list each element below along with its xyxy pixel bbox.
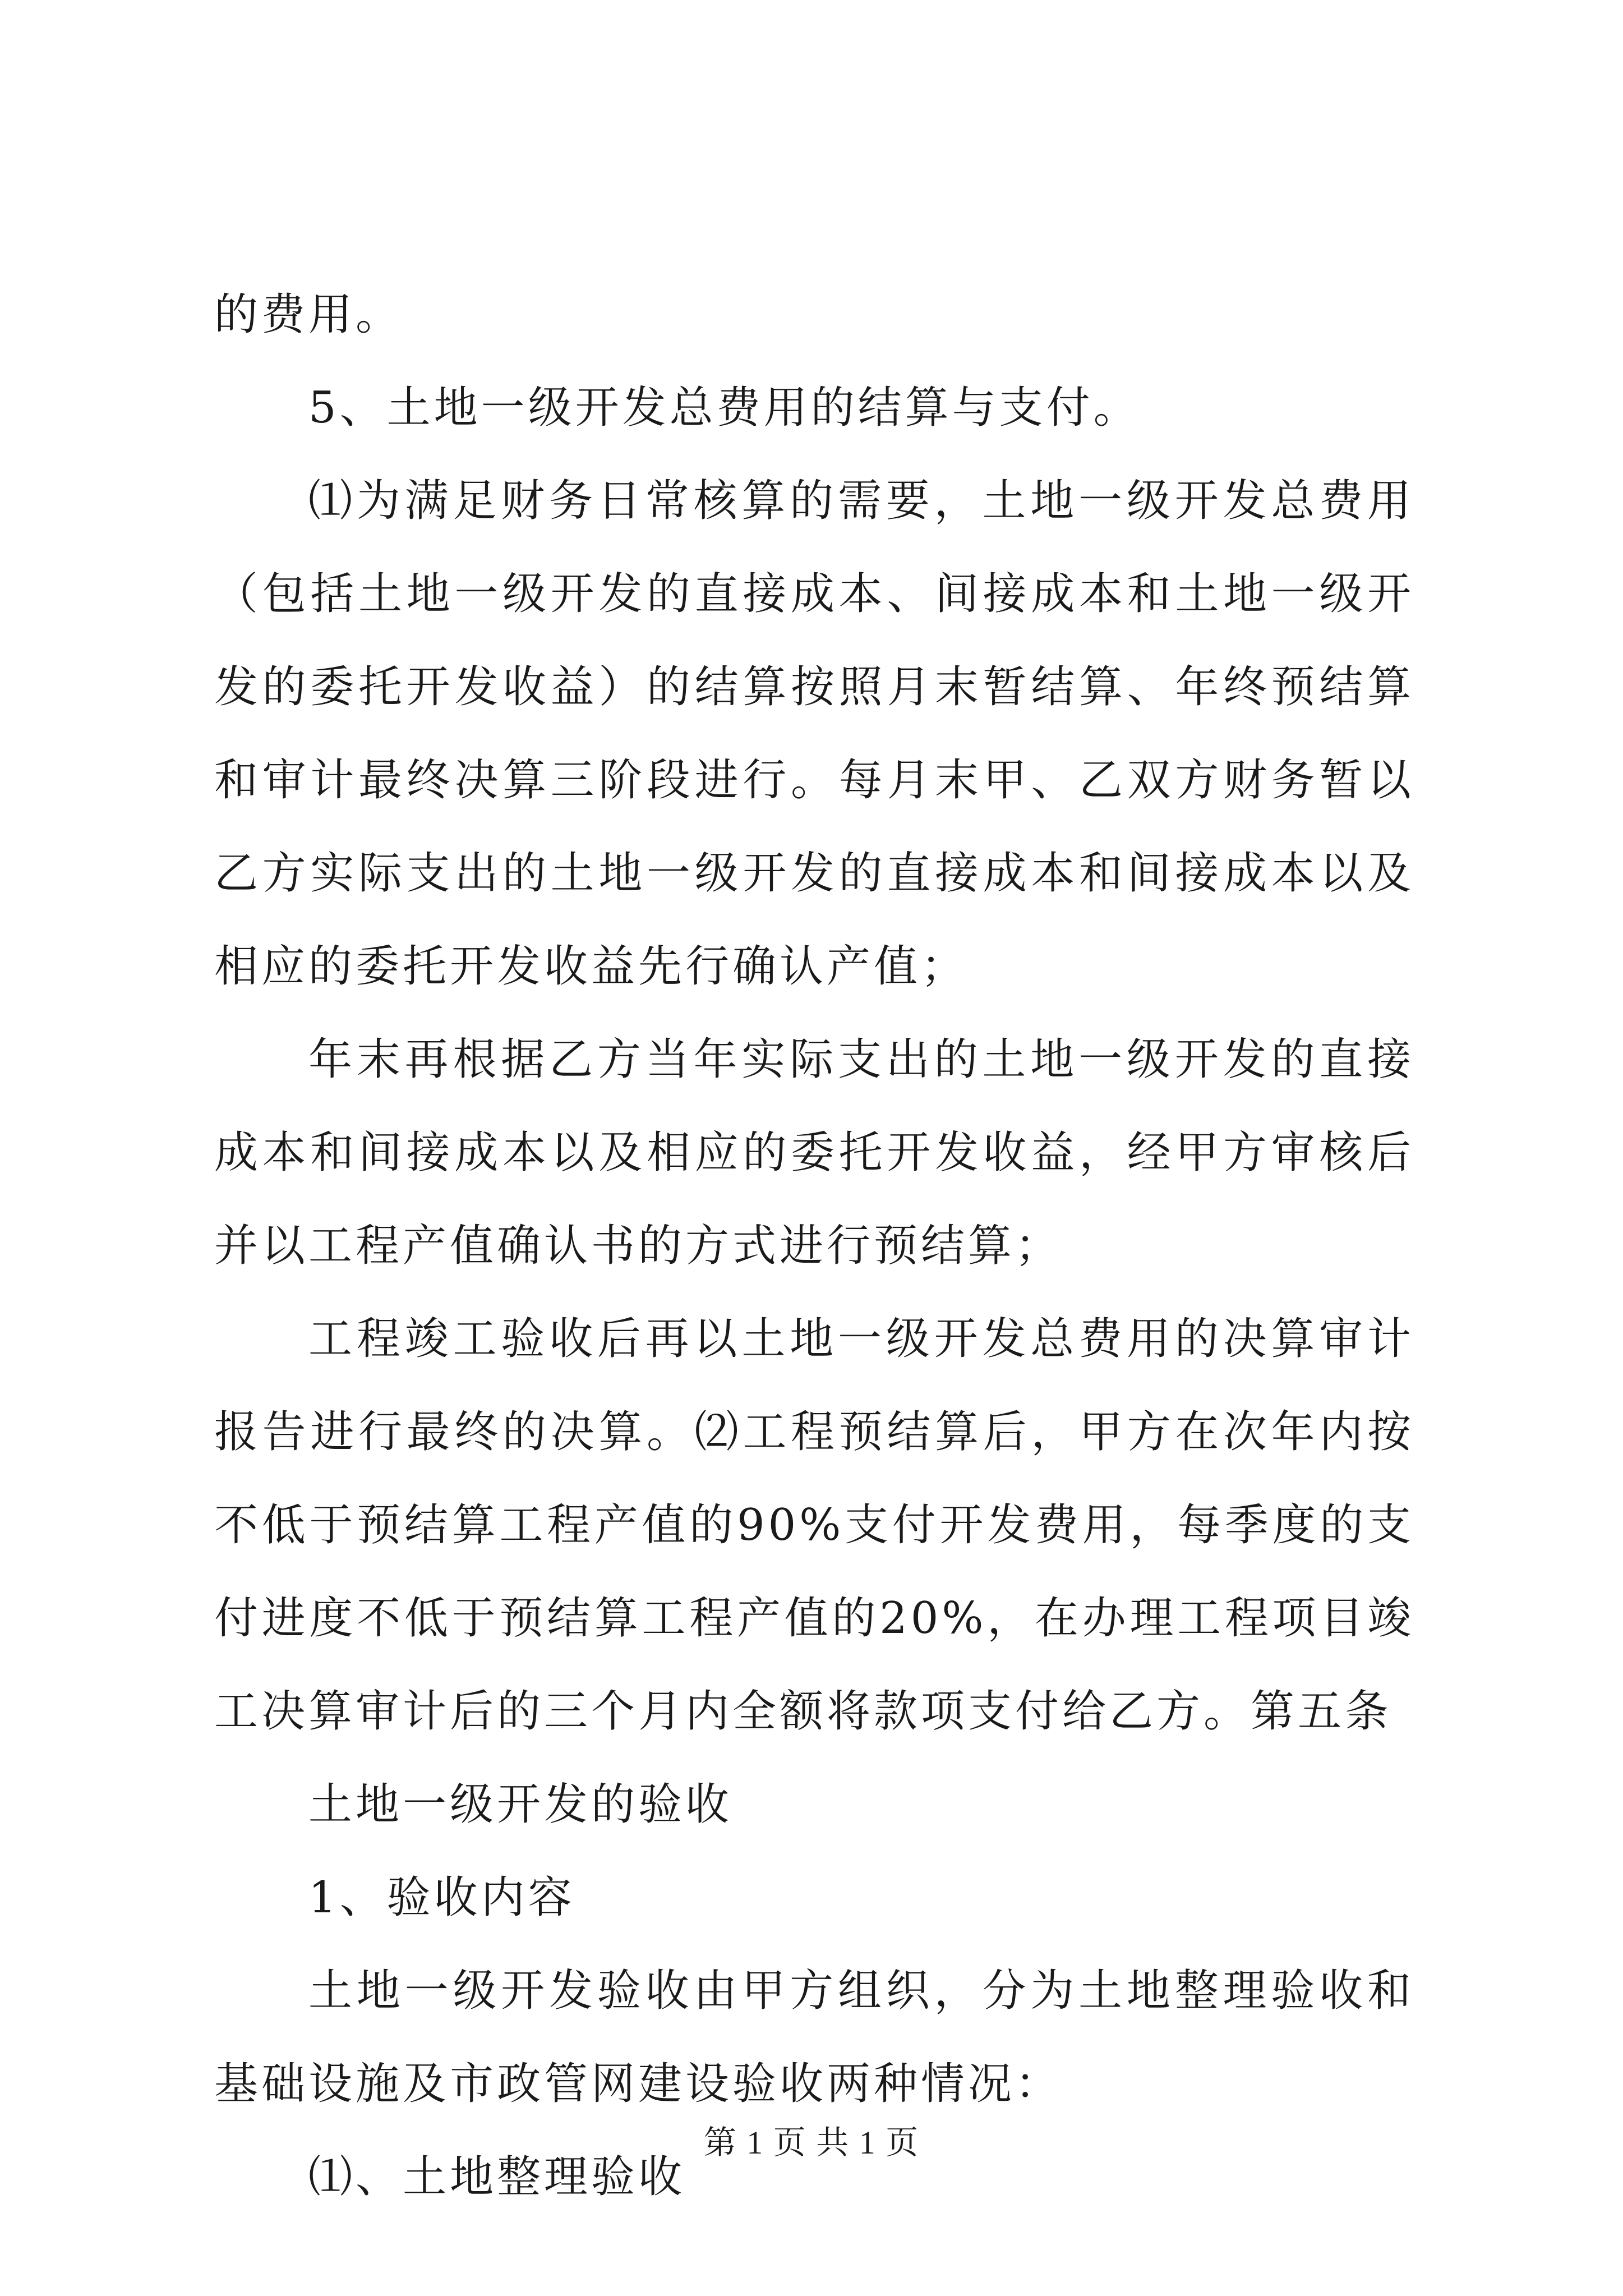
page-number-label: 第 1 页 共 1 页	[703, 2124, 920, 2161]
document-body	[214, 268, 1414, 2224]
section-heading: 土地一级开发的验收	[308, 1779, 733, 1830]
paragraph: ⑴为满足财务日常核算的需要，土地一级开发总费用（包括土地一级开发的直接成本、间接成本和土地一级开发的委托开发收益）的结算按照月末暂结算、年终预结算和审计最终决算三阶段进行。每月末甲、乙双方财务暂以乙方实际支出的土地一级开发的直接成本和间接成本以及相应的委托开发收益先行确认产值；	[214, 476, 1414, 992]
paragraph: 年末再根据乙方当年实际支出的土地一级开发的直接成本和间接成本以及相应的委托开发收益，经甲方审核后并以工程产值确认书的方式进行预结算；	[214, 1034, 1414, 1271]
list-item-heading: ⑴、土地整理验收	[308, 2152, 686, 2202]
paragraph: 土地一级开发验收由甲方组织，分为土地整理验收和基础设施及市政管网建设验收两种情况：	[214, 1966, 1414, 2109]
paragraph: 工程竣工验收后再以土地一级开发总费用的决算审计报告进行最终的决算。⑵工程预结算后，甲方在次年内按不低于预结算工程产值的90%支付开发费用，每季度的支付进度不低于预结算工程产值的20%，在办理工程项目竣工决算审计后的三个月内全额将款项支付给乙方。第五条	[214, 1314, 1414, 1737]
page-footer	[0, 2120, 1623, 2165]
paragraph: 5、土地一级开发总费用的结算与支付。	[308, 383, 1141, 433]
paragraph: 的费用。	[214, 289, 403, 340]
subsection-heading: 1、验收内容	[308, 1872, 575, 1923]
